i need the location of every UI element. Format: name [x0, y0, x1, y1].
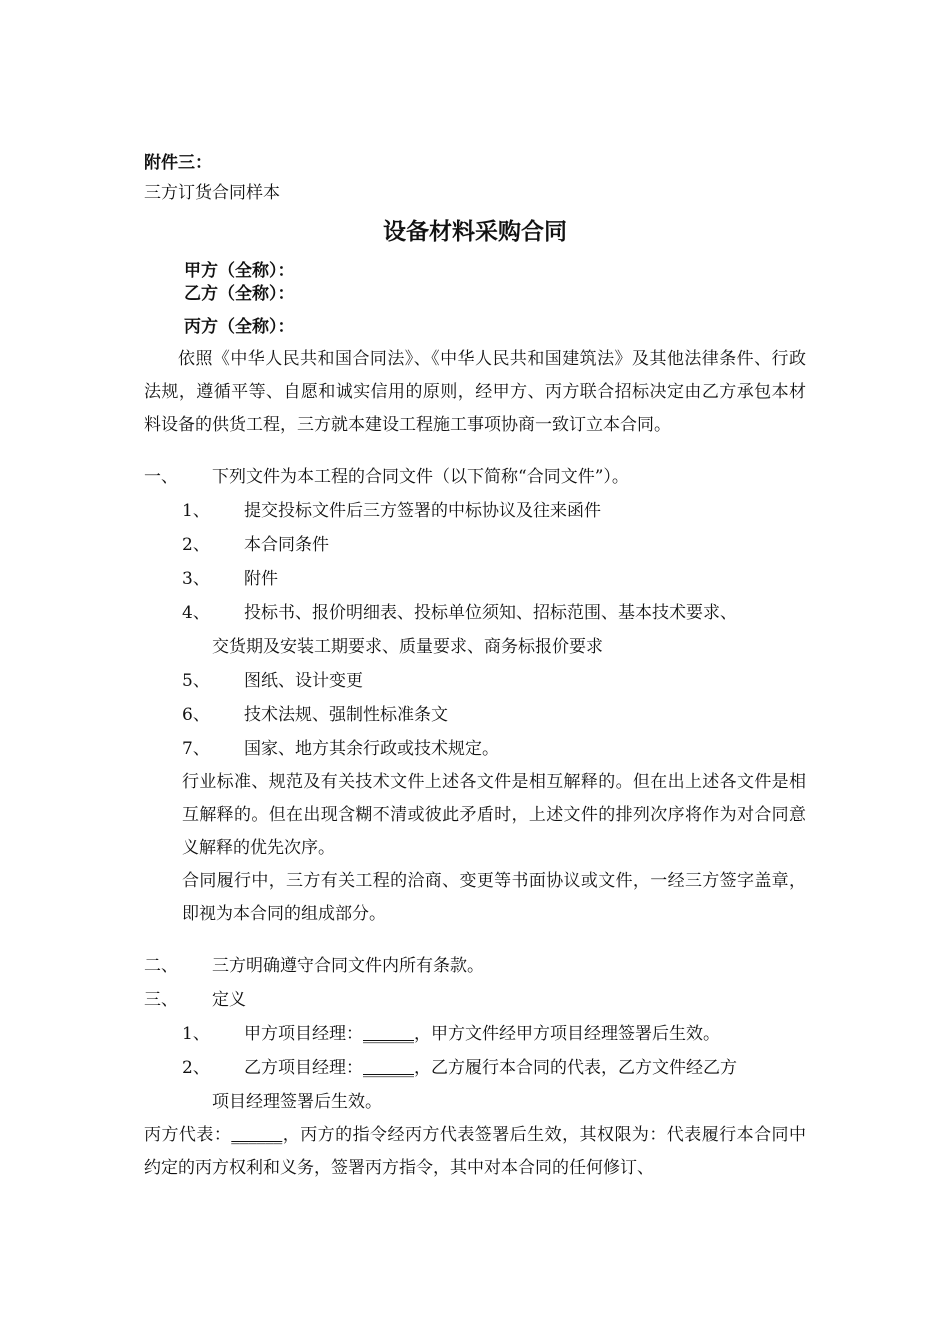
item-number: 2、: [182, 535, 210, 555]
list-item: [144, 494, 806, 528]
item-text: 本合同条件: [244, 535, 329, 555]
item-text: 附件: [244, 569, 278, 589]
attachment-label: 附件三：: [144, 153, 212, 173]
item-number: 5、: [182, 671, 210, 691]
item-text: [244, 1051, 806, 1085]
party-c: 丙方（全称）：: [184, 317, 295, 337]
section-3-heading: [144, 983, 806, 1017]
interpretation-paragraph: 行业标准、规范及有关技术文件上述各文件是相互解释的。但在出上述各文件是相互解释的。但在出现含糊不清或彼此矛盾时，上述文件的排列次序将作为对合同意义解释的优先次序。: [182, 772, 806, 858]
list-item: [144, 528, 806, 562]
item-text: 提交投标文件后三方签署的中标协议及往来函件: [244, 501, 601, 521]
party-a: 甲方（全称）：: [184, 261, 295, 281]
c-representative-paragraph: [144, 1119, 806, 1185]
blank-field: ______: [231, 1125, 283, 1145]
section-number: 一、: [144, 467, 178, 487]
section-number: 三、: [144, 990, 178, 1010]
list-item: [144, 732, 806, 766]
item-text: 国家、地方其余行政或技术规定。: [244, 739, 499, 759]
item-number: 2、: [182, 1058, 210, 1078]
definition-item-b-manager: [144, 1051, 806, 1085]
item-number: 1、: [182, 1024, 210, 1044]
blank-field: ______: [363, 1024, 414, 1044]
definition-item-a-manager: [144, 1017, 806, 1051]
item-number: 3、: [182, 569, 210, 589]
label-text: 甲方项目经理：: [244, 1024, 363, 1044]
list-item: [144, 698, 806, 732]
document-subtitle: 三方订货合同样本: [144, 183, 280, 203]
item-continuation: 项目经理签署后生效。: [212, 1092, 382, 1112]
section-text: 三方明确遵守合同文件内所有条款。: [212, 956, 484, 976]
section-text: 定义: [212, 990, 246, 1010]
document-body: [144, 146, 806, 1185]
section-text: 下列文件为本工程的合同文件（以下简称“合同文件”）。: [212, 467, 629, 487]
label-text: 丙方代表：: [144, 1125, 232, 1145]
body-text: ，甲方文件经甲方项目经理签署后生效。: [414, 1024, 720, 1044]
item-continuation: 交货期及安装工期要求、质量要求、商务标报价要求: [212, 637, 603, 657]
list-item: [144, 596, 806, 630]
amendment-paragraph: 合同履行中，三方有关工程的洽商、变更等书面协议或文件，一经三方签字盖章，即视为本合同的组成部分。: [182, 871, 806, 924]
section-2-heading: [144, 949, 806, 983]
section-number: 二、: [144, 956, 178, 976]
intro-paragraph: 依照《中华人民共和国合同法》、《中华人民共和国建筑法》及其他法律条件、行政法规，遵循平等、自愿和诚实信用的原则，经甲方、丙方联合招标决定由乙方承包本材料设备的供货工程，三方就本建设工程施工事项协商一致订立本合同。: [144, 349, 806, 435]
item-text: 投标书、报价明细表、投标单位须知、招标范围、基本技术要求、: [244, 603, 737, 623]
item-number: 7、: [182, 739, 210, 759]
section-1-heading: [144, 460, 806, 494]
item-text: 技术法规、强制性标准条文: [244, 705, 448, 725]
item-number: 6、: [182, 705, 210, 725]
list-item: [144, 664, 806, 698]
blank-field: ______: [363, 1058, 414, 1078]
body-text: ，乙方履行本合同的代表，乙方文件经乙方: [414, 1058, 737, 1078]
body-text: ，丙方的指令经丙方代表签署后生效，其权限为：代表履行本合同中约定的丙方权利和义务，签署丙方指令，其中对本合同的任何修订、: [144, 1125, 807, 1178]
list-item: [144, 562, 806, 596]
party-b: 乙方（全称）：: [184, 284, 295, 304]
item-text: 图纸、设计变更: [244, 671, 363, 691]
label-text: 乙方项目经理：: [244, 1058, 363, 1078]
item-number: 1、: [182, 501, 210, 521]
document-title: 设备材料采购合同: [383, 219, 567, 245]
item-number: 4、: [182, 603, 210, 623]
item-text: [244, 1017, 806, 1051]
